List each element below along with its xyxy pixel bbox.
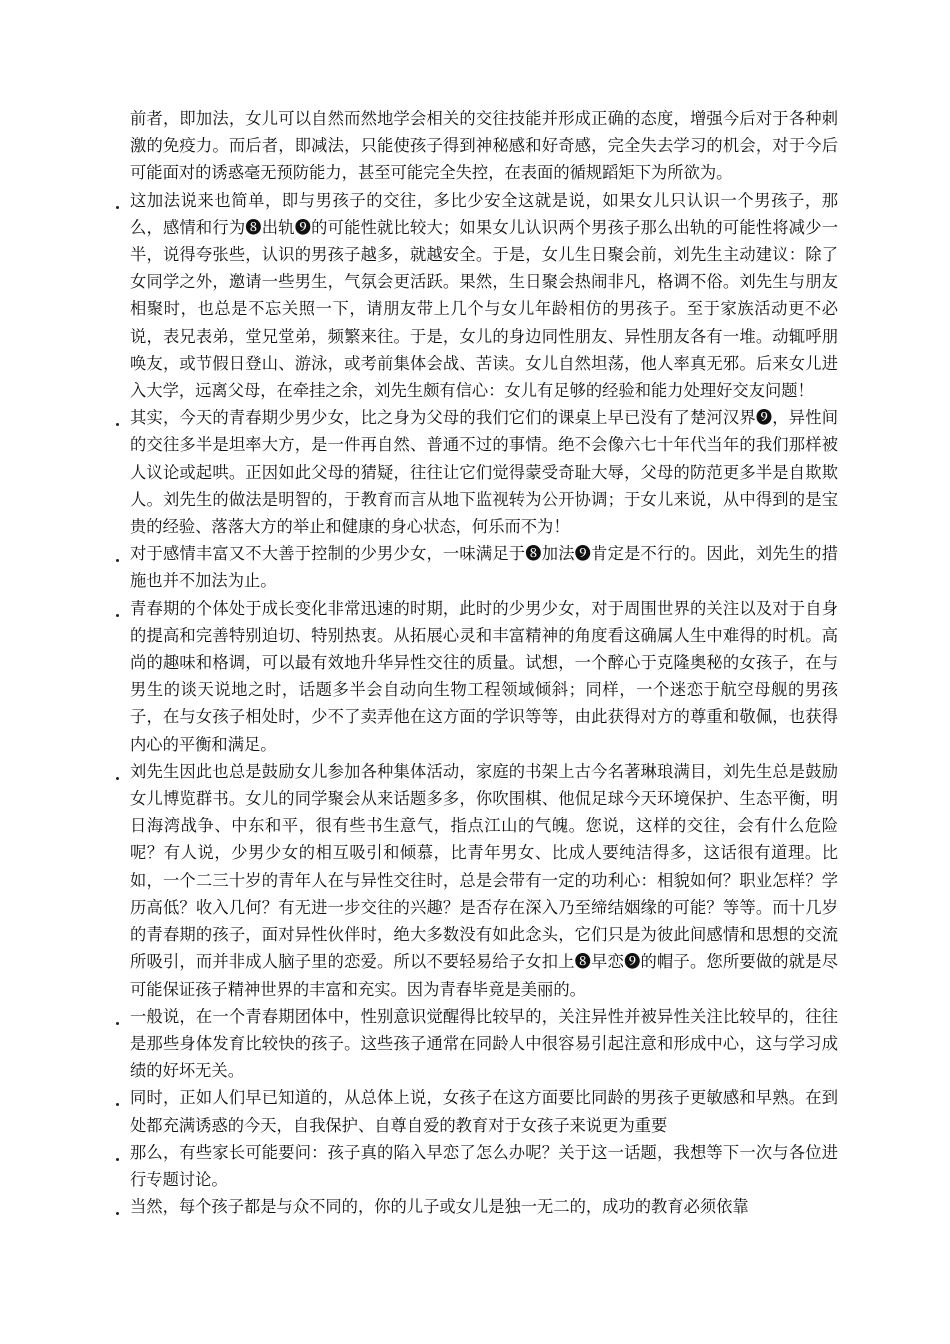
paragraph-10: [122, 1193, 838, 1220]
paragraph-9-text: 那么，有些家长可能要问：孩子真的陷入早恋了怎么办呢？关于这一话题，我想等下一次与各位进行专题讨论。: [130, 1142, 838, 1189]
paragraph-5: [122, 595, 838, 758]
document-body: [122, 105, 838, 1220]
paragraph-marker: [116, 1022, 119, 1025]
paragraph-marker: [116, 559, 119, 562]
paragraph-marker: [116, 614, 119, 617]
paragraph-8: [122, 1084, 838, 1138]
paragraph-7: [122, 1003, 838, 1085]
paragraph-marker: [116, 777, 119, 780]
paragraph-marker: [116, 1212, 119, 1215]
paragraph-6-text: 刘先生因此也总是鼓励女儿参加各种集体活动，家庭的书架上古今名著琳琅满目，刘先生总是鼓励女儿博览群书。女儿的同学聚会从来话题多多，你吹围棋、他侃足球今天环境保护、生态平衡，明日海湾战争、中东和平，很有些书生意气，指点江山的气魄。您说，这样的交往，会有什么危险呢？有人说，少男少女的相互吸引和倾慕，比青年男女、比成人要纯洁得多，这话很有道理。比如，一个二三十岁的青年人在与异性交往时，总是会带有一定的功利心：相貌如何？职业怎样？学历高低？收入几何？有无进一步交往的兴趣？是否存在深入乃至缔结姻缘的可能？等等。而十几岁的青春期的孩子，面对异性伙伴时，绝大多数没有如此念头，它们只是为彼此间感情和思想的交流所吸引，而并非成人脑子里的恋爱。所以不要轻易给子女扣上❽早恋❾的帽子。您所要做的就是尽可能保证孩子精神世界的丰富和充实。因为青春毕竟是美丽的。: [130, 761, 838, 999]
paragraph-5-text: 青春期的个体处于成长变化非常迅速的时期，此时的少男少女，对于周围世界的关注以及对于自身的提高和完善特别迫切、特别热衷。从拓展心灵和丰富精神的角度看这确属人生中难得的时机。高尚的趣味和格调，可以最有效地升华异性交往的质量。试想，一个醉心于克隆奥秘的女孩子，在与男生的谈天说地之时，话题多半会自动向生物工程领域倾斜；同样，一个迷恋于航空母舰的男孩子，在与女孩子相处时，少不了卖弄他在这方面的学识等等，由此获得对方的尊重和敬佩，也获得内心的平衡和满足。: [130, 598, 838, 754]
paragraph-4-text: 对于感情丰富又不大善于控制的少男少女，一味满足于❽加法❾肯定是不行的。因此，刘先生的措施也并不加法为止。: [130, 544, 838, 591]
paragraph-9: [122, 1139, 838, 1193]
paragraph-marker: [116, 1158, 119, 1161]
paragraph-2: [122, 187, 838, 405]
paragraph-marker: [116, 423, 119, 426]
paragraph-2-text: 这加法说来也简单，即与男孩子的交往，多比少安全这就是说，如果女儿只认识一个男孩子，那么，感情和行为❽出轨❾的可能性就比较大；如果女儿认识两个男孩子那么出轨的可能性将减少一半，说得夸张些，认识的男孩子越多，就越安全。于是，女儿生日聚会前，刘先生主动建议：除了女同学之外，邀请一些男生，气氛会更活跃。果然，生日聚会热闹非凡，格调不俗。刘先生与朋友相聚时，也总是不忘关照一下，请朋友带上几个与女儿年龄相仿的男孩子。至于家族活动更不必说，表兄表弟，堂兄堂弟，频繁来往。于是，女儿的身边同性朋友、异性朋友各有一堆。动辄呼朋唤友，或节假日登山、游泳，或考前集体会战、苦读。女儿自然坦荡，他人率真无邪。后来女儿进入大学，远离父母，在牵挂之余，刘先生颇有信心：女儿有足够的经验和能力处理好交友问题！: [130, 190, 838, 401]
paragraph-7-text: 一般说，在一个青春期团体中，性别意识觉醒得比较早的，关注异性并被异性关注比较早的，往往是那些身体发育比较快的孩子。这些孩子通常在同龄人中很容易引起注意和形成中心，这与学习成绩的好坏无关。: [130, 1006, 838, 1081]
paragraph-3-text: 其实，今天的青春期少男少女，比之身为父母的我们它们的课桌上早已没有了楚河汉界❾，异性间的交往多半是坦率大方，是一件再自然、普通不过的事情。绝不会像六七十年代当年的我们那样被人议论或起哄。正因如此父母的猜疑，往往让它们觉得蒙受奇耻大辱，父母的防范更多半是自欺欺人。刘先生的做法是明智的，于教育而言从地下监视转为公开协调；于女儿来说，从中得到的是宝贵的经验、落落大方的举止和健康的身心状态，何乐而不为！: [130, 408, 838, 537]
paragraph-marker: [116, 1103, 119, 1106]
paragraph-3: [122, 404, 838, 540]
paragraph-8-text: 同时，正如人们早已知道的，从总体上说，女孩子在这方面要比同龄的男孩子更敏感和早熟。在到处都充满诱惑的今天，自我保护、自尊自爱的教育对于女孩子来说更为重要: [130, 1088, 838, 1135]
paragraph-1: 前者，即加法，女儿可以自然而然地学会相关的交往技能并形成正确的态度，增强今后对于各种刺激的免疫力。而后者，即减法，只能使孩子得到神秘感和好奇感，完全失去学习的机会，对于今后可能面对的诱惑毫无预防能力，甚至可能完全失控，在表面的循规蹈矩下为所欲为。: [130, 109, 838, 183]
paragraph-6: [122, 758, 838, 1003]
paragraph-4: [122, 540, 838, 594]
paragraph-10-text: 当然，每个孩子都是与众不同的，你的儿子或女儿是独一无二的，成功的教育必须依靠: [130, 1197, 749, 1217]
paragraph-marker: [116, 206, 119, 209]
